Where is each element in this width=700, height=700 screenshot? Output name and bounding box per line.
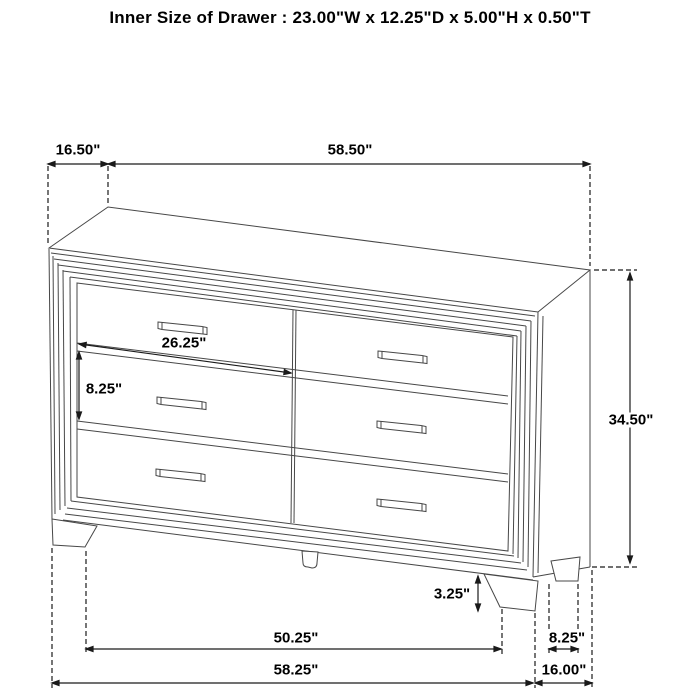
dimension-line-back-leg-depth: [549, 647, 578, 652]
dimension-label-overall-depth: 16.00": [541, 661, 587, 679]
dimension-label-top-overhang: 16.50": [55, 141, 101, 159]
right-frame: [513, 312, 538, 577]
back-right-leg: [551, 557, 580, 581]
diagram-title: Inner Size of Drawer : 23.00"W x 12.25"D x 5.00"H x 0.50"T: [109, 8, 591, 27]
dresser-right-face: [533, 270, 590, 577]
front-right-leg: [484, 574, 538, 611]
dimension-line-top-width: [108, 162, 590, 167]
drawer-grid: [77, 283, 513, 551]
left-frame: [49, 249, 71, 519]
dresser-body: [49, 207, 590, 611]
dimension-line-top-overhang: [48, 162, 108, 167]
center-support-leg: [302, 551, 318, 568]
dimension-label-back-leg-depth: 8.25": [548, 629, 586, 647]
dimension-label-drawer-height: 8.25": [85, 380, 123, 398]
dimension-label-overall-height: 34.50": [608, 411, 654, 429]
dimension-label-top-width: 58.50": [327, 141, 373, 159]
dimension-label-leg-height: 3.25": [433, 585, 471, 603]
dimension-line-overall-width: [52, 681, 533, 686]
dimension-line-leg-height: [476, 576, 481, 611]
dimension-line-overall-depth: [535, 681, 592, 686]
dimension-label-base-inner-width: 50.25": [273, 629, 319, 647]
dimension-label-drawer-width: 26.25": [161, 334, 207, 352]
dimension-line-base-inner-width: [86, 647, 501, 652]
dimension-label-overall-width: 58.25": [273, 661, 319, 679]
